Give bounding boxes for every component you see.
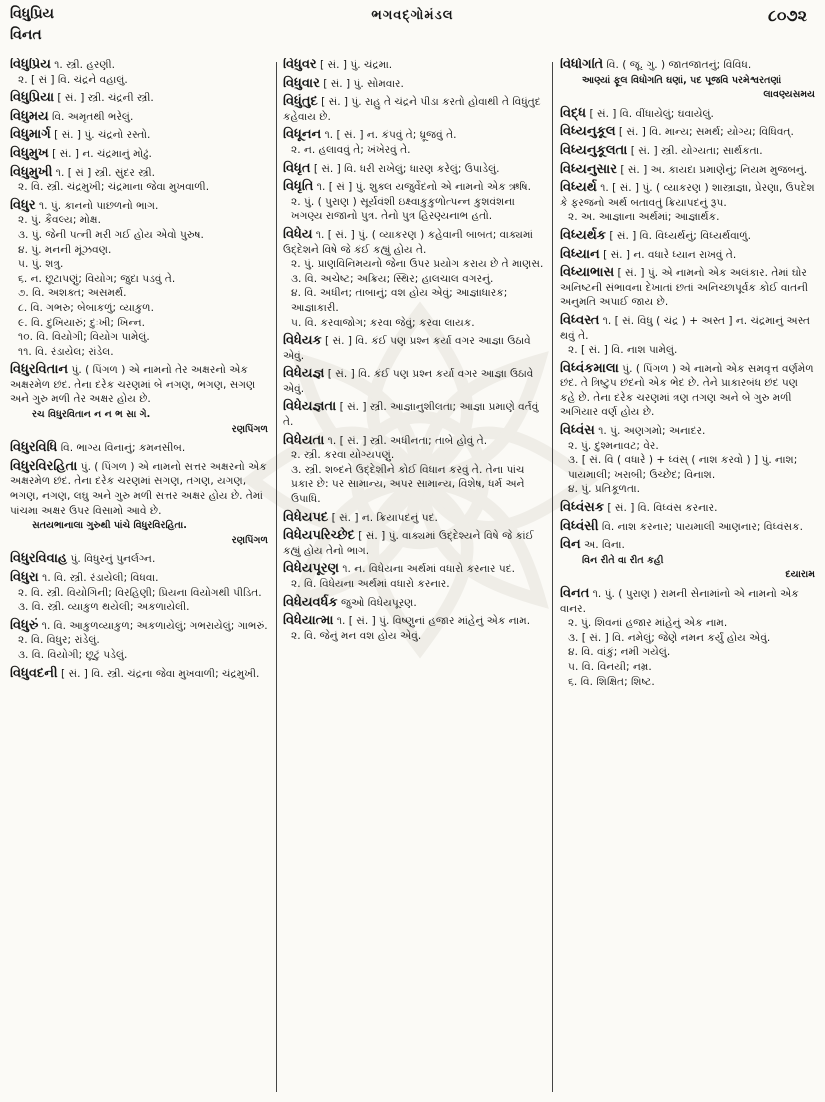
dictionary-entry	[283, 77, 545, 92]
entry-headword: વિધ્વસ્ત	[560, 312, 600, 328]
entry-headword: વિધ્યનુસાર	[560, 161, 617, 177]
dictionary-entry	[283, 180, 545, 224]
entry-definition: પું. ( પિંગળ ) એ નામનો સત્તર અક્ષરનો એક અક્ષરમેળ છંદ. તેના દરેક ચરણમાં સગણ, તગણ, યગણ, ભગણ, નગણ, લઘુ અને ગુરુ મળી સત્તર અક્ષર હોય છે. તેમાં પાંચમા અક્ષર ઉપર વિસામો આવે છે.	[10, 460, 267, 517]
dictionary-entry	[10, 552, 268, 567]
entry-sense: ૨. [ સં ] વિ. ચંદ્રને વહાલું.	[18, 73, 128, 86]
entry-sense: ૩. પું. જેની પત્ની મરી ગઈ હોય એવો પુરુષ.	[18, 228, 204, 241]
entry-quotation: વિન રીતે વા રીત કહી	[582, 554, 664, 566]
entry-definition: ૧. ન. વિધેયના અર્થમાં વધારો કરનાર પદ.	[342, 563, 516, 576]
entry-headword: વિધેયવર્ધક	[283, 594, 338, 610]
entry-definition: જુઓ વિધેયપૂરણ.	[340, 596, 417, 609]
entry-definition: ૧. વિ. સ્ત્રી. રંડાયેલી; વિધવા.	[42, 572, 159, 584]
entry-headword: વિધુર	[10, 197, 36, 213]
entry-headword: વિન	[560, 537, 581, 553]
entry-definition: [ સં. ] પું. વાક્યમાં ઉદ્દેશ્યને વિષે જે કાંઈ કહ્યું હોય તેનો ભાગ.	[283, 530, 534, 557]
column-1	[10, 58, 268, 1094]
entry-headword: વિધ્યાભાસ	[560, 265, 615, 281]
entry-sense: ૨. પું. કૈવલ્ય; મોક્ષ.	[18, 214, 101, 227]
entry-sense: ૨. વિ. જેનું મન વશ હોય એવું.	[291, 629, 422, 642]
entry-sense: ૨. ન. હલાવવું તે; ખંખેરવું તે.	[291, 143, 411, 156]
entry-headword: વિધુમાર્ગ	[10, 127, 51, 143]
entry-definition: વિ. નાશ કરનાર; પાયમાલી આણનાર; વિધ્વંસક.	[601, 520, 803, 533]
entry-definition: [ સં. ] અ. કાયદા પ્રમાણેનું; નિયમ મુજબનું.	[620, 163, 808, 176]
entry-headword: વિધ્યર્થક	[560, 227, 606, 243]
entry-sense: ૫. વિ. કરવાજોગ; કરવા જેવું; કરવા લાયક.	[291, 316, 475, 329]
entry-definition: [ સં. ] વિ. કંઈ પણ પ્રશ્ન કર્યા વગર આજ્ઞા ઉઠાવે એવું.	[283, 368, 534, 395]
entry-sense: ૩. વિ. સ્ત્રી. વ્યાકુળ થયેલી; અકળાયેલી.	[18, 601, 190, 614]
entry-sense: ૧૧. વિ. રંડાયેલ; રાંડેલ.	[18, 345, 114, 358]
entry-headword: વિધ્યનુકૂલ	[560, 124, 616, 140]
entry-headword: વિધુપ્રિય	[10, 58, 51, 72]
entry-definition: [ સં. ] વિ. કંઈ પણ પ્રશ્ન કર્યા વગર આજ્ઞા ઉઠાવે એવું.	[283, 335, 531, 362]
dictionary-entry	[283, 511, 545, 526]
entry-sense: ૩. [ સં. ] વિ. નમેલું; જેણે નમન કર્યું હોય એવું.	[568, 631, 771, 644]
entry-headword: વિધુરવિતાન	[10, 362, 69, 378]
entry-definition: ૧. [ સં. ] ન. કંપવું તે; ધ્રૂજવું તે.	[324, 129, 457, 142]
entry-headword: વિધુરા	[10, 570, 39, 585]
dictionary-entry	[560, 125, 815, 140]
entry-sense: ૨. અ. આજ્ઞાના અર્થમાં; આજ્ઞાર્થક.	[568, 211, 720, 224]
entry-headword: વિધોગતિ	[560, 58, 604, 72]
entry-sense: ૪. પું. મનની મૂંઝવણ.	[18, 243, 112, 256]
guide-word-first: વિધુપ્રિય	[10, 6, 55, 22]
entry-headword: વિધ્યનુકૂલતા	[560, 142, 628, 158]
dictionary-entry	[283, 95, 545, 124]
entry-sense: ૨. પું. શિવનાં હજાર માંહેનું એક નામ.	[568, 617, 728, 630]
entry-quotation: આણ્યાં ફૂલ વિધોગતિ ઘણાં, પદ પૂજવિ પરમેશ્વરતણાં	[582, 74, 782, 86]
entry-headword: વિધુમય	[10, 108, 49, 124]
entry-headword: વિધૃત	[283, 160, 311, 176]
entry-definition: ૧. પું. કાનનો પાછળનો ભાગ.	[38, 199, 159, 212]
entry-definition: [ સં. ] પું. રાહુ તે ચંદ્રને પીડા કરતો હોવાથી તે વિધુંતુદ કહેવાય છે.	[283, 96, 541, 123]
dictionary-entry	[560, 538, 815, 583]
entry-sense: ૬. ન. છૂટાપણું; વિયોગ; જુદા પડવું તે.	[18, 272, 176, 285]
entry-sense: ૭. વિ. અશક્ત; અસમર્થ.	[18, 287, 127, 300]
entry-headword: વિધેયતા	[283, 432, 325, 448]
entry-definition: ૧. વિ. આકુળવ્યાકુળ; અકળાયેલું; ગભરાયેલું; ગાભરું.	[41, 619, 268, 632]
entry-definition: ૧. પું. ( પુરાણ ) રામની સેનામાંનો એ નામનો એક વાનર.	[560, 588, 799, 615]
dictionary-entry	[10, 110, 268, 125]
entry-headword: વિધેયપદ	[283, 509, 329, 525]
entry-definition: ૧. [ સં ] પું. શુક્લ યજુર્વેદનો એ નામનો એક ઋષિ.	[316, 181, 532, 194]
column-divider	[552, 62, 553, 1092]
dictionary-entry	[10, 571, 268, 615]
guide-word-last: વિનત	[10, 27, 42, 43]
page-number: ૮૦૭૨	[768, 6, 807, 25]
entry-definition: ૧. [ સં. વિધુ ( ચંદ્ર ) + અસ્ત ] ન. ચંદ્રમાનું અસ્ત થવું તે.	[560, 314, 810, 342]
entry-sense: ૨. [ સં. ] વિ. નાશ પામેલું.	[568, 344, 678, 357]
quotation-source: રણપિંગળ	[231, 423, 268, 435]
entry-sense: ૩. [ સં. વિ ( વધારે ) + ધ્વંસ્ ( નાશ કરવો ) ] પું. નાશ; પાયમાલી; ખરાબી; ઉચ્છેદ; વિનાશ.	[568, 454, 798, 481]
entry-definition: વિ. અમૃતથી ભરેલું.	[52, 110, 134, 123]
entry-definition: [ સં. ] વિ. સ્ત્રી. ચંદ્રના જેવા મુખવાળી; ચંદ્રમુખી.	[60, 667, 260, 680]
dictionary-entry	[283, 228, 545, 330]
entry-headword: વિધૂનન	[283, 127, 322, 143]
entry-sense: ૬. વિ. શિક્ષિત; શિષ્ટ.	[568, 675, 655, 688]
column-divider	[276, 62, 277, 1092]
dictionary-entry	[10, 128, 268, 143]
entry-definition: અ. વિના.	[584, 539, 625, 552]
entry-headword: વિધ્વંસી	[560, 518, 599, 534]
entry-definition: ૧. [ સં. ] પું. ( વ્યાકરણ ) શાસ્ત્રાજ્ઞા, પ્રેરણા, ઉપદેશ કે ફરજનો અર્થ બતાવતું ક્રિયાપદનું રૂપ.	[560, 182, 815, 209]
entry-headword: વિધુરું	[10, 617, 39, 633]
dictionary-entry	[560, 362, 815, 420]
dictionary-entry	[560, 181, 815, 225]
dictionary-entry	[283, 128, 545, 157]
dictionary-entry	[560, 424, 815, 497]
dictionary-entry	[10, 199, 268, 360]
entry-definition: ૧. [ સં. ] પું. વિષ્ણુનાં હજાર માંહેનું એક નામ.	[336, 615, 531, 628]
page-header	[0, 0, 825, 56]
dictionary-entry	[560, 144, 815, 159]
entry-definition: [ સં. ] વિ. વિધ્વંસ કરનાર.	[607, 502, 718, 515]
entry-definition: [ સં. ] ન. વધારે ધ્યાન રાખવું તે.	[603, 248, 737, 261]
dictionary-entry	[10, 166, 268, 195]
entry-sense: ૫. વિ. વિનયી; નમ્ર.	[568, 660, 652, 673]
entry-definition: ૧. [ સં ] સ્ત્રી. સુંદર સ્ત્રી.	[55, 166, 156, 179]
dictionary-entry	[283, 614, 545, 643]
entry-headword: વિનત	[560, 586, 590, 601]
entry-definition: પું. ( પિંગળ ) એ નામનો એક સમવૃત્ત વર્ણમેળ છંદ. તે ત્રિષ્ટુપ છંદનો એક ભેદ છે. તેને પ્રાકારબંધ છંદ પણ કહે છે. તેના દરેક ચરણમાં ત્રણ તગણ અને બે ગુરુ મળી અગિયાર વર્ણ હોય છે.	[560, 362, 814, 419]
dictionary-entry	[560, 501, 815, 516]
entry-definition: પું. વિધુરનું પુનર્લગ્ન.	[70, 553, 156, 566]
entry-headword: વિધ્વંસક	[560, 500, 604, 516]
dictionary-entry	[10, 91, 268, 106]
entry-headword: વિધુમુખી	[10, 164, 53, 180]
dictionary-entry	[560, 266, 815, 310]
dictionary-entry	[283, 562, 545, 591]
dictionary-entry	[283, 162, 545, 177]
entry-definition: [ સં. ] પું. ચંદ્રનો રસ્તો.	[54, 129, 151, 142]
dictionary-entry	[283, 334, 545, 363]
entry-headword: વિધુવર	[283, 58, 317, 72]
entry-definition: [ સં. ] વિ. ધરી રાખેલું; ધારણ કરેલું; ઉપાડેલું.	[313, 162, 500, 175]
dictionary-entry	[10, 363, 268, 437]
entry-sense: ૯. વિ. દુખિયારું; દુઃખી; ખિન્ન.	[18, 316, 146, 329]
dictionary-entry	[10, 441, 268, 456]
entry-definition: [ સં. ] ન. ચંદ્રમાનું મોઢું.	[52, 147, 152, 160]
dictionary-entry	[560, 587, 815, 689]
entry-sense: ૧૦. વિ. વિયોગી; વિયોગ પામેલું.	[18, 331, 150, 344]
entry-headword: વિધુંતુદ	[283, 94, 318, 110]
entry-sense: ૨. વિ. સ્ત્રી. વિયોગિની; વિરહિણી; પ્રિયના વિયોગથી પીડિત.	[18, 586, 262, 599]
dictionary-entry	[560, 520, 815, 535]
dictionary-entry	[283, 367, 545, 396]
entry-definition: ૧. સ્ત્રી. હરણી.	[54, 59, 116, 71]
entry-headword: વિદ્ધ	[560, 105, 587, 121]
quotation-source: રણપિંગળ	[231, 534, 268, 546]
dictionary-entry	[283, 529, 545, 558]
entry-headword: વિધૃતિ	[283, 179, 314, 195]
entry-sense: ૮. વિ. ગભરુ; બેબાકળું; વ્યાકુળ.	[18, 301, 154, 314]
entry-sense: ૨. પું. દુશ્મનાવટ; વેર.	[568, 439, 659, 452]
entry-sense: ૨. પું. પ્રાણવિનિમયનો જેના ઉપર પ્રયોગ કરાય છે તે માણસ.	[291, 258, 544, 271]
dictionary-entry	[10, 460, 268, 549]
entry-definition: ૧. [ સં. ] પું. ( વ્યાકરણ ) કહેવાની બાબત; વાક્યમાં ઉદ્દેશને વિષે જે કંઈ કહ્યું હોય તે.	[283, 228, 534, 256]
entry-definition: વિ. ભાગ્ય વિનાનું; કમનસીબ.	[60, 442, 186, 455]
entry-headword: વિધેયપૂરણ	[283, 561, 339, 577]
entry-headword: વિધેયક	[283, 333, 322, 349]
entry-sense: ૨. પું. ( પુરાણ ) સૂર્યવંશી ઇક્ષ્વાકુકુળોત્પન્ન કુશવંશના ખગણ્ય રાજાનો પુત્ર. તેનો પુત્ર હિરણ્યનાભ હતો.	[291, 195, 515, 223]
entry-quotation: રચ વિધુરવિતાન ન ન ભ સા ગે.	[32, 409, 151, 421]
dictionary-entry	[560, 248, 815, 263]
entry-definition: ૧. [ સં. ] સ્ત્રી. અધીનતા; તાબે હોવું તે.	[327, 434, 488, 447]
column-3	[560, 58, 815, 1094]
entry-definition: [ સં. ] પું. એ નામનો એક અલંકાર. તેમાં ઘોર અનિષ્ટની સંભાવના દેખાતાં છતાં અનિચ્છાપૂર્વક કોઈ વાતની અનુમતિ અપાઈ જાય છે.	[560, 267, 809, 309]
dictionary-entry	[283, 596, 545, 611]
entry-sense: ૩. વિ. વિયોગી; છૂટું પડેલું.	[18, 648, 128, 661]
dictionary-entry	[560, 58, 815, 103]
entry-headword: વિધેયપરિચ્છેદ	[283, 528, 355, 544]
dictionary-entry	[283, 58, 545, 73]
entry-definition: [ સં. ] વિ. વિધ્યર્થનું; વિધ્યર્થવાળું.	[609, 229, 752, 242]
entry-definition: [ સં. ] પું. ચંદ્રમા.	[320, 59, 393, 71]
entry-definition: [ સં. ] પું. સોમવાર.	[323, 77, 404, 90]
entry-headword: વિધુરવિરહિતા	[10, 458, 78, 474]
entry-headword: વિધુરવિધિ	[10, 440, 58, 456]
entry-sense: ૪. વિ. વાંકું; નમી ગયેલું.	[568, 646, 671, 659]
entry-sense: ૩. વિ. અચેષ્ટ; અક્રિય; સ્થિર; હાલચાલ વગરનું.	[291, 272, 494, 285]
entry-headword: વિધ્વંસ	[560, 423, 595, 439]
dictionary-entry	[560, 163, 815, 178]
entry-definition: [ સં. ] ન. ક્રિયાપદનું પદ.	[331, 511, 438, 524]
quotation-source: દયારામ	[785, 569, 815, 581]
entry-definition: વિ. ( જૂ. ગુ. ) જાતજાતનું; વિવિધ.	[606, 59, 752, 71]
page-title: ભગવદ્ગોમંડલ	[371, 8, 454, 23]
column-2	[283, 58, 545, 1094]
entry-sense: ૪. પું. પ્રતિકૂળતા.	[568, 483, 640, 496]
entry-sense: ૪. વિ. અધીન; તાબાનું; વશ હોય એવું; આજ્ઞાધારક; આજ્ઞાકારી.	[291, 287, 508, 314]
dictionary-entry	[10, 619, 268, 663]
entry-sense: ૨. સ્ત્રી. કરવા યોગ્યપણું.	[291, 449, 395, 462]
entry-sense: ૨. વિ. વિધુર; રાંડેલું.	[18, 634, 100, 647]
entry-sense: ૨. વિ. સ્ત્રી. ચંદ્રમુખી; ચંદ્રમાના જેવા મુખવાળી.	[18, 181, 210, 194]
entry-definition: [ સં. ] વિ. માન્ય; સમર્થ; યોગ્ય; વિધિવત્.	[618, 126, 794, 139]
entry-headword: વિધેય	[283, 226, 313, 242]
dictionary-entry	[10, 147, 268, 162]
entry-definition: પું. ( પિંગળ ) એ નામનો તેર અક્ષરનો એક અક્ષરમેળ છંદ. તેના દરેક ચરણમાં બે નગણ, ભગણ, સગણ અને ગુરુ મળી તેર અક્ષર હોય છે.	[10, 364, 256, 406]
dictionary-entry	[560, 229, 815, 244]
dictionary-entry	[283, 400, 545, 429]
entry-sense: ૫. પું. શત્રુ.	[18, 258, 64, 271]
entry-headword: વિધ્યર્થ	[560, 180, 597, 196]
entry-headword: વિધેયજ્ઞતા	[283, 399, 337, 415]
entry-definition: [ સં. ] સ્ત્રી. યોગ્યતા; સાર્થકતા.	[630, 144, 763, 157]
entry-sense: ૨. વિ. વિધેયના અર્થમાં વધારો કરનાર.	[291, 578, 450, 590]
entry-sense: ૩. સ્ત્રી. શબ્દને ઉદ્દેશીને કોઈ વિધાન કરવું તે. તેના પાંચ પ્રકાર છે: પર સામાન્ય, અપર સામાન્ય, વિશેષ, ધર્મ અને ઉપાધિ.	[291, 463, 525, 506]
dictionary-entry	[560, 107, 815, 122]
entry-definition: [ સં. ] સ્ત્રી. આજ્ઞાનુશીલતા; આજ્ઞા પ્રમાણે વર્તવું તે.	[283, 401, 539, 429]
dictionary-entry	[10, 667, 268, 682]
entry-headword: વિધેયાત્મા	[283, 613, 334, 629]
dictionary-entry	[10, 58, 268, 87]
entry-headword: વિધુમુખ	[10, 145, 49, 161]
entry-headword: વિધ્વંકમાલા	[560, 360, 619, 376]
entry-headword: વિધેયજ્ઞ	[283, 366, 325, 382]
entry-definition: [ સં. ] સ્ત્રી. ચંદ્રની સ્ત્રી.	[57, 92, 154, 105]
entry-quotation: સતયભાનાલા ગુરુથી પાંચે વિધુરવિરહિતા.	[32, 520, 187, 532]
entry-definition: [ સં. ] વિ. વીંધાયેલું; ઘવાયેલું.	[589, 107, 714, 120]
entry-headword: વિધુપ્રિયા	[10, 90, 55, 106]
entry-definition: ૧. પું. અણગમો; અનાદર.	[598, 425, 706, 438]
dictionary-entry	[560, 314, 815, 358]
dictionary-entry	[283, 434, 545, 507]
entry-headword: વિધુવદની	[10, 665, 58, 681]
entry-headword: વિધુવાર	[283, 75, 320, 91]
entry-headword: વિધ્યાન	[560, 246, 600, 262]
quotation-source: લાવણ્યસમય	[763, 89, 815, 101]
entry-headword: વિધુરવિવાહ	[10, 551, 68, 567]
